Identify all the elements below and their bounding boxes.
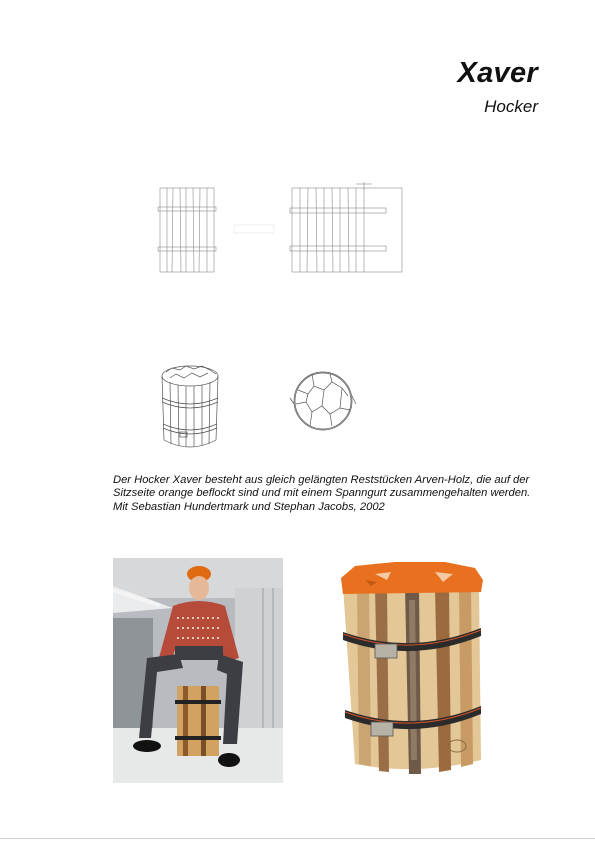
page-title: Xaver	[457, 57, 538, 89]
side-elevation-drawing	[286, 180, 408, 277]
stool-photo	[335, 560, 487, 778]
top-view-drawing	[288, 368, 358, 434]
perspective-drawing	[158, 362, 224, 450]
credit-line: Mit Sebastian Hundertmark und Stephan Jacobs, 2002	[113, 500, 385, 513]
person-sitting-photo	[113, 558, 283, 783]
page-bottom-rule	[0, 838, 595, 839]
page-subtitle: Hocker	[484, 97, 538, 116]
project-description	[113, 474, 533, 514]
description-text: Der Hocker Xaver besteht aus gleich gelängten Reststücken Arven-Holz, die auf der Sitzseite orange beflockt sind und mit einem Spanngurt zusammengehalten werden.	[113, 474, 531, 500]
faint-detail-drawing	[232, 222, 277, 236]
front-elevation-drawing	[155, 185, 220, 277]
